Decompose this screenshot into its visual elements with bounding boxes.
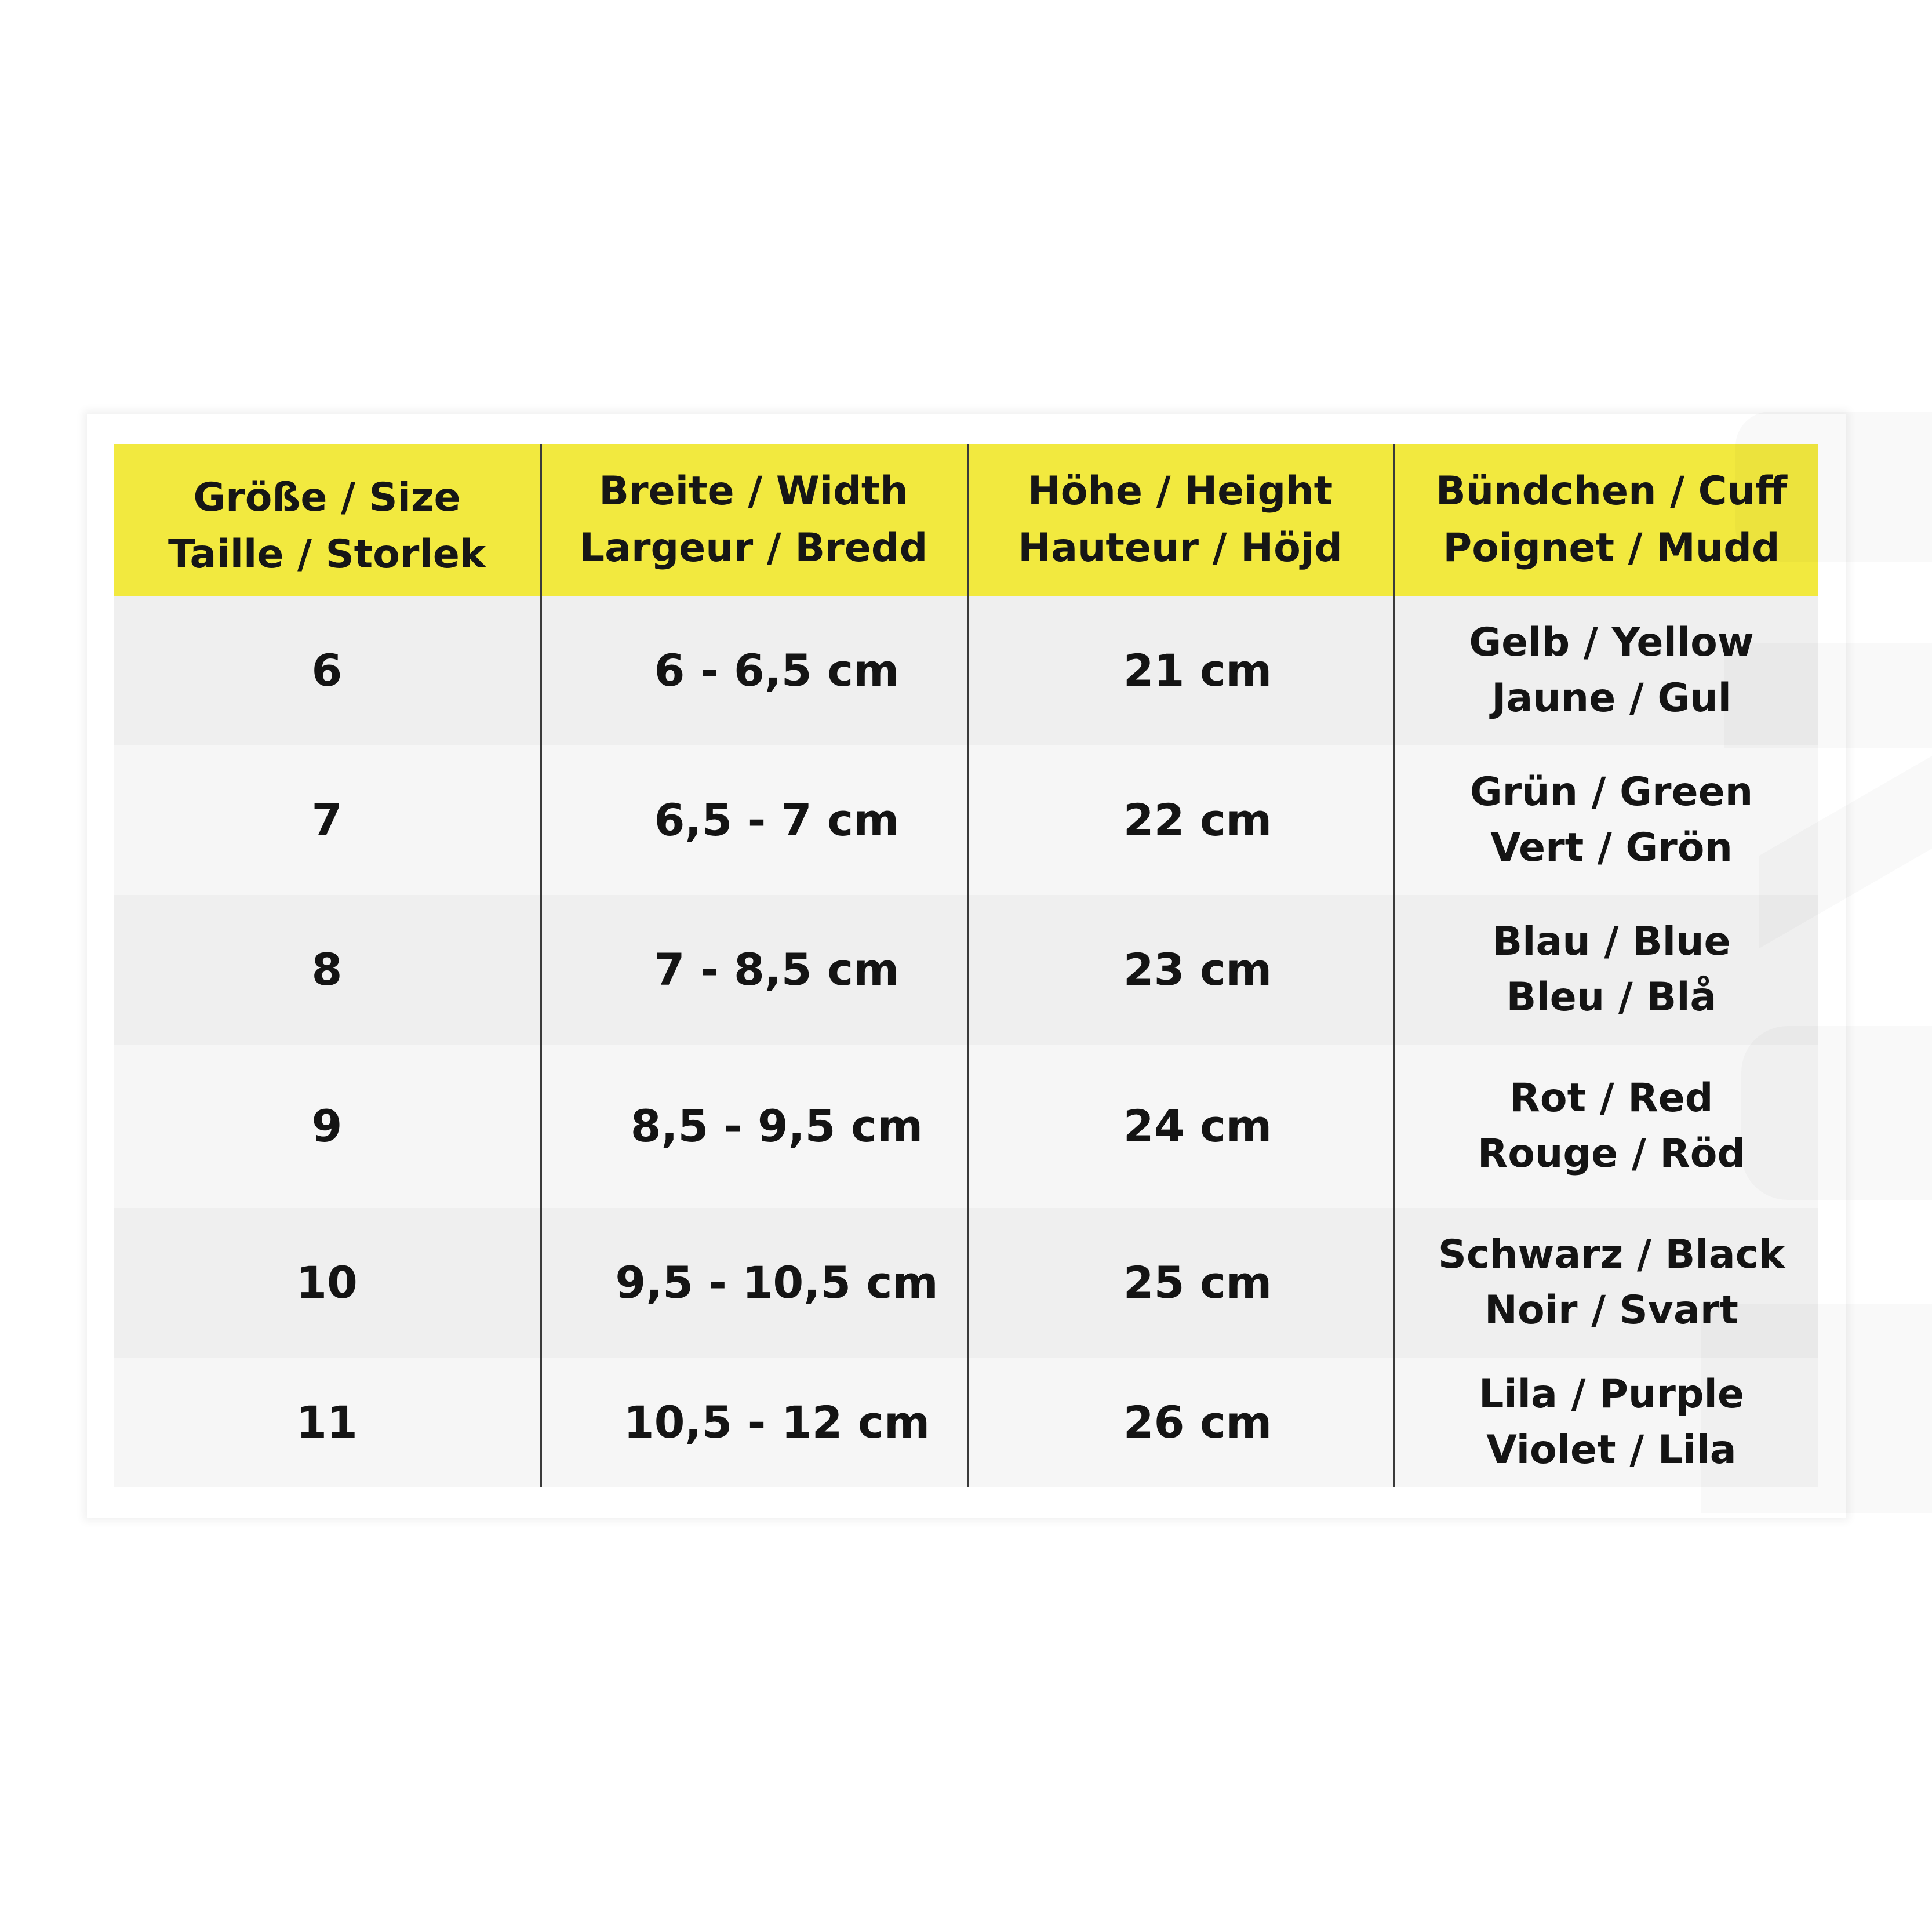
cuff-line2: Vert / Grön [1490, 825, 1733, 871]
cell-size: 6 [311, 645, 343, 696]
cuff-line2: Rouge / Röd [1477, 1131, 1746, 1177]
header-cell-height [967, 444, 1393, 596]
cell-height: 21 cm [1123, 645, 1272, 696]
table-row [114, 596, 1818, 745]
cuff-line1: Gelb / Yellow [1469, 620, 1754, 665]
cell-width: 6,5 - 7 cm [654, 794, 900, 846]
cell-size: 7 [311, 794, 343, 846]
cuff-line1: Schwarz / Black [1438, 1232, 1785, 1278]
header-cell-size [114, 444, 540, 596]
cell-height: 25 cm [1123, 1257, 1272, 1308]
cell-cuff [1393, 1358, 1818, 1487]
header-height-line2: Hauteur / Höjd [1018, 525, 1342, 571]
table-row [114, 1208, 1818, 1358]
column-divider [540, 444, 542, 1487]
cuff-line2: Bleu / Blå [1506, 974, 1717, 1020]
header-cuff-line2: Poignet / Mudd [1443, 525, 1780, 571]
table-row [114, 1358, 1818, 1487]
cell-width: 6 - 6,5 cm [654, 645, 900, 696]
table-row [114, 895, 1818, 1045]
header-height-line1: Höhe / Height [1027, 468, 1333, 514]
header-size-line1: Größe / Size [193, 475, 461, 521]
cell-size: 10 [296, 1257, 358, 1308]
cuff-line2: Noir / Svart [1485, 1287, 1738, 1333]
cell-cuff [1393, 895, 1818, 1045]
cell-width: 10,5 - 12 cm [623, 1396, 930, 1448]
cell-cuff [1393, 745, 1818, 895]
header-cell-width [540, 444, 967, 596]
cell-height: 24 cm [1123, 1100, 1272, 1152]
table-row [114, 745, 1818, 895]
header-cell-cuff [1393, 444, 1818, 596]
cell-cuff [1393, 1208, 1818, 1358]
header-size-line2: Taille / Storlek [168, 532, 486, 577]
header-cuff-line1: Bündchen / Cuff [1435, 468, 1788, 514]
cell-cuff [1393, 596, 1818, 745]
cuff-line1: Blau / Blue [1492, 919, 1731, 965]
cell-size: 9 [311, 1100, 343, 1152]
cuff-line2: Jaune / Gul [1491, 675, 1731, 721]
cuff-line1: Lila / Purple [1479, 1371, 1744, 1417]
column-divider [967, 444, 969, 1487]
cell-size: 11 [296, 1396, 358, 1448]
cuff-line2: Violet / Lila [1486, 1427, 1737, 1473]
table-header-row [114, 444, 1818, 596]
cell-width: 9,5 - 10,5 cm [615, 1257, 938, 1308]
column-divider [1393, 444, 1395, 1487]
cuff-line1: Rot / Red [1509, 1075, 1713, 1121]
header-width-line1: Breite / Width [599, 468, 908, 514]
cell-size: 8 [311, 944, 343, 995]
header-width-line2: Largeur / Bredd [579, 525, 928, 571]
cell-height: 23 cm [1123, 944, 1272, 995]
table-row [114, 1045, 1818, 1208]
cell-height: 26 cm [1123, 1396, 1272, 1448]
cell-width: 7 - 8,5 cm [654, 944, 900, 995]
size-chart-card [87, 414, 1846, 1518]
size-chart-table [114, 444, 1818, 1487]
cuff-line1: Grün / Green [1469, 769, 1753, 815]
cell-cuff [1393, 1045, 1818, 1208]
cell-width: 8,5 - 9,5 cm [630, 1100, 923, 1152]
cell-height: 22 cm [1123, 794, 1272, 846]
